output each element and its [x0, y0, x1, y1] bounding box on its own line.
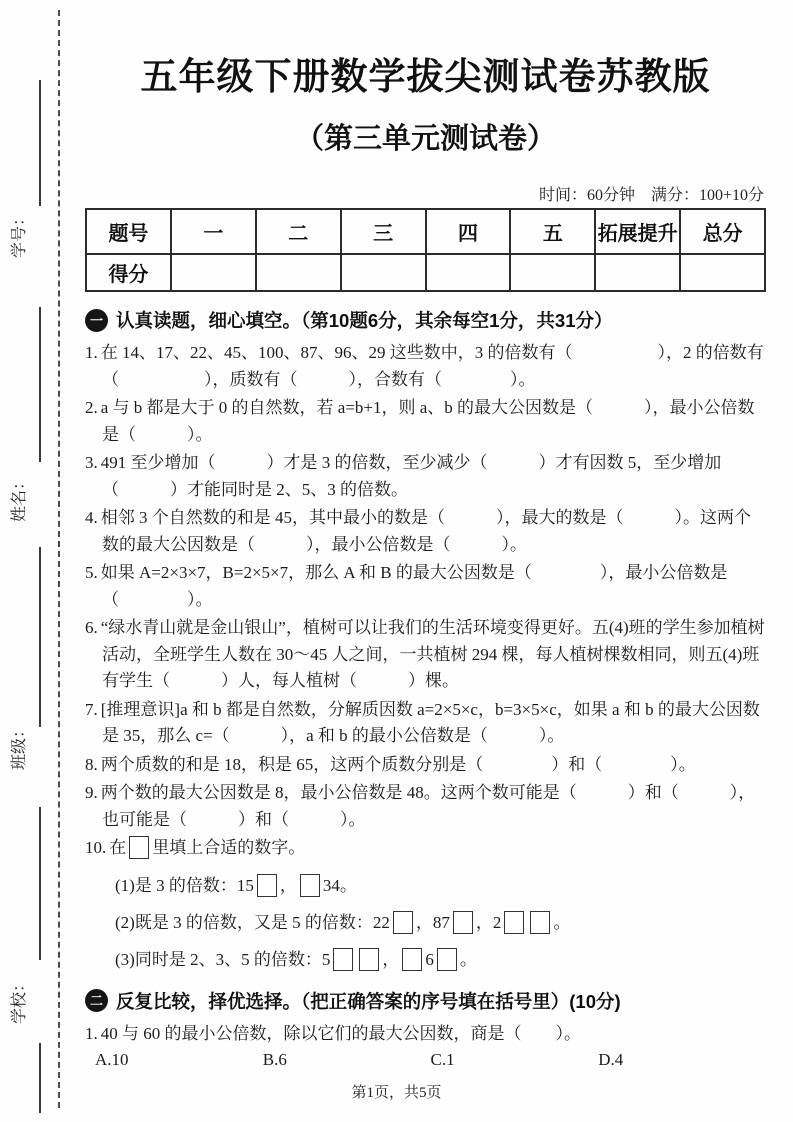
question-number: 1.: [85, 1023, 98, 1043]
question-10-item-1: (1)是 3 的倍数：15 ， 34。: [115, 875, 357, 895]
question-number: 10.: [85, 838, 107, 857]
question-number: 6.: [85, 618, 98, 637]
option-B: B.6: [262, 1050, 287, 1069]
question-text: 在 14、17、22、45、100、87、96、29 这些数中，3 的倍数有（ ），2 的倍数有（ ），质数有（ ），合数有（ ）。: [100, 343, 764, 389]
section2-heading-text: 反复比较，择优选择。（把正确答案的序号填在括号里）(10分): [116, 990, 621, 1012]
answer-box: [333, 948, 353, 971]
score-table-header-cell: 拓展提升: [595, 209, 680, 254]
answer-box: [402, 948, 422, 971]
section1-heading-text: 认真读题，细心填空。（第10题6分，其余每空1分，共31分）: [116, 310, 613, 331]
page-footer: 第1页，共5页: [351, 1085, 442, 1101]
option-A: A.10: [95, 1050, 129, 1069]
choice-options-row: [95, 1050, 766, 1070]
question-number: 3.: [85, 453, 98, 472]
margin-dashed-divider: [58, 10, 60, 1108]
question-6: [85, 615, 766, 695]
question-10-item-2: (2)既是 3 的倍数，又是 5 的倍数：22 ，87 ，2 。: [115, 912, 571, 932]
student-info-blank-line: [39, 1043, 41, 1113]
question-9: [85, 780, 766, 833]
score-empty-cell: [426, 254, 511, 291]
paper-title: 五年级下册数学拔尖测试卷苏教版: [140, 57, 711, 98]
option-C: C.1: [430, 1050, 455, 1069]
score-table-header-cell: 一: [171, 209, 256, 254]
question-8: [85, 752, 766, 779]
student-info-blank-line: [39, 307, 41, 462]
answer-box: [453, 911, 473, 934]
question-number: 5.: [85, 563, 98, 582]
answer-box: [257, 874, 277, 897]
question-7: [85, 697, 766, 750]
question-number: 1.: [85, 343, 98, 362]
class-label: 班级：: [11, 722, 28, 771]
paper-subtitle: （第三单元测试卷）: [294, 123, 556, 155]
score-empty-cell: [680, 254, 765, 291]
score-empty-cell: [595, 254, 680, 291]
question-text: 两个数的最大公因数是 8，最小公倍数是 48。这两个数可能是（ ）和（ ），也可能是（ ）和（ ）。: [100, 783, 756, 829]
answer-box: [530, 911, 550, 934]
score-table-header-cell: 五: [510, 209, 595, 254]
section1-heading: [85, 307, 766, 333]
answer-box: [437, 948, 457, 971]
score-table-score-row: [86, 254, 765, 291]
question-5: [85, 560, 766, 613]
question-text: 两个质数的和是 18，积是 65，这两个质数分别是（ ）和（ ）。: [100, 754, 696, 774]
student-info-blank-line: [39, 547, 41, 727]
question-3: [85, 450, 766, 503]
answer-box: [359, 948, 379, 971]
student-id-label: 学号：: [11, 210, 28, 259]
score-table-header-cell: 二: [256, 209, 341, 254]
score-empty-cell: [341, 254, 426, 291]
question-number: 2.: [85, 398, 98, 417]
question-text: 40 与 60 的最小公倍数，除以它们的最大公因数，商是（ ）。: [100, 1023, 581, 1043]
question-number: 8.: [85, 754, 98, 774]
question-text: “绿水青山就是金山银山”，植树可以让我们的生活环境变得更好。五(4)班的学生参加植树活动，全班学生人数在 30～45 人之间，一共植树 294 棵，每人植树棵数相同，则五(4)班有学生（ ）人，每人植树（ ）棵。: [100, 618, 765, 690]
score-table-header-cell: 总分: [680, 209, 765, 254]
question-text: a 与 b 都是大于 0 的自然数，若 a=b+1，则 a、b 的最大公因数是（ ），最小公倍数是（ ）。: [100, 398, 755, 444]
score-table-header-cell: 题号: [86, 209, 171, 254]
score-table-header-cell: 四: [426, 209, 511, 254]
section1-questions: [85, 340, 766, 833]
question-number: 4.: [85, 508, 98, 527]
student-name-label: 姓名：: [11, 474, 28, 523]
question-text: 在 里填上合适的数字。: [109, 838, 306, 857]
section2-number-icon: 二: [85, 989, 108, 1012]
score-empty-cell: [510, 254, 595, 291]
section1-number-icon: 一: [85, 309, 108, 332]
score-row-label-cell: 得分: [86, 254, 171, 291]
section2-questions: [85, 1021, 766, 1071]
score-table-header-cell: 三: [341, 209, 426, 254]
choice-question-1: [85, 1021, 766, 1048]
question-4: [85, 505, 766, 558]
school-label: 学校：: [11, 976, 28, 1025]
time-and-score-meta: 时间：60分钟 满分：100+10分: [538, 187, 764, 204]
student-info-blank-line: [39, 80, 41, 206]
question-10-subitems: [115, 873, 766, 973]
question-number: 7.: [85, 699, 98, 719]
question-text: 相邻 3 个自然数的和是 45，其中最小的数是（ ），最大的数是（ ）。这两个数的最大公因数是（ ），最小公倍数是（ ）。: [100, 508, 751, 554]
answer-box: [393, 911, 413, 934]
question-1: [85, 340, 766, 393]
question-2: [85, 395, 766, 448]
question-10: [85, 835, 766, 862]
score-empty-cell: [171, 254, 256, 291]
question-text: 如果 A=2×3×7，B=2×5×7，那么 A 和 B 的最大公因数是（ ），最小公倍数是（ ）。: [100, 563, 728, 609]
answer-box: [504, 911, 524, 934]
answer-box: [300, 874, 320, 897]
question-text: 491 至少增加（ ）才是 3 的倍数，至少减少（ ）才有因数 5，至少增加（ ）才能同时是 2、5、3 的倍数。: [100, 453, 722, 499]
student-info-blank-line: [39, 807, 41, 960]
question-10-item-3: (3)同时是 2、3、5 的倍数：5 ， 6 。: [115, 949, 477, 969]
score-empty-cell: [256, 254, 341, 291]
main-content: [85, 0, 766, 1070]
score-table: [85, 208, 766, 292]
section2-heading: [85, 988, 766, 1014]
question-text: [推理意识]a 和 b 都是自然数，分解质因数 a=2×5×c，b=3×5×c，如果 a 和 b 的最大公因数是 35，那么 c=（ ），a 和 b 的最小公倍数是（ ）。: [100, 699, 760, 745]
score-table-header-row: [86, 209, 765, 254]
answer-box: [129, 836, 149, 859]
question-number: 9.: [85, 783, 98, 802]
option-D: D.4: [598, 1050, 624, 1069]
